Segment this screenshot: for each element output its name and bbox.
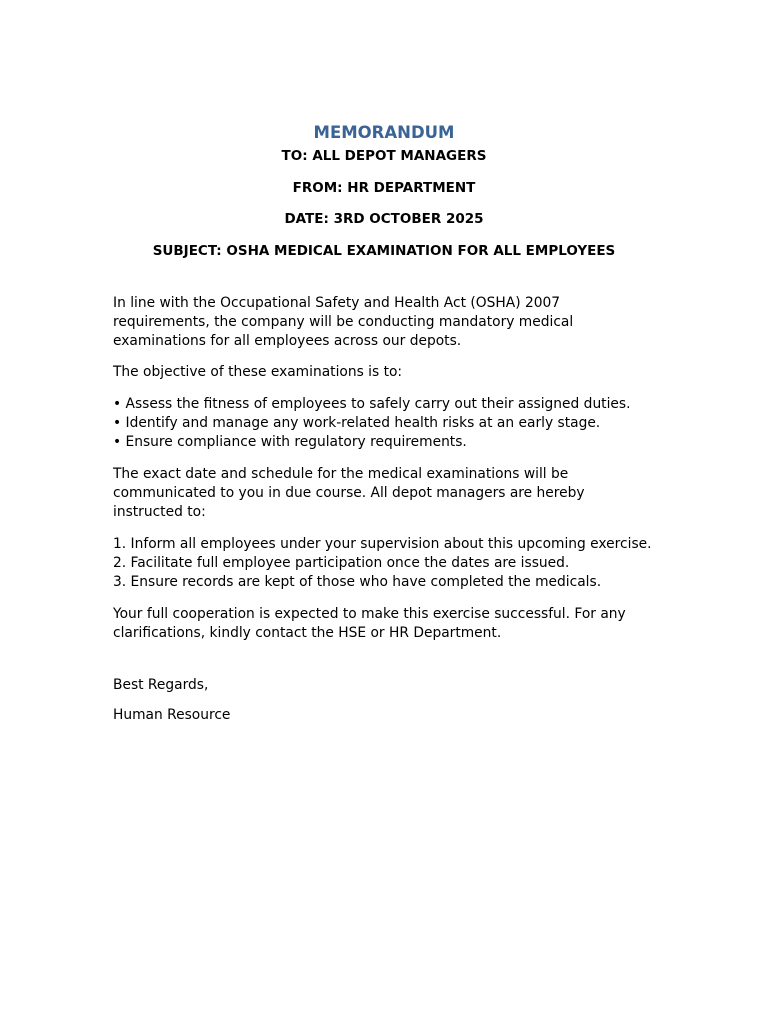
memo-date-line: DATE: 3RD OCTOBER 2025 xyxy=(284,211,484,227)
list-item: • Identify and manage any work-related health risks at an early stage. xyxy=(113,415,601,431)
list-item: 3. Ensure records are kept of those who have completed the medicals. xyxy=(113,574,602,590)
schedule-paragraph: The exact date and schedule for the medical examinations will be communicated to you in due course. All depot managers are hereby instructed to: xyxy=(113,466,585,520)
list-item: 1. Inform all employees under your supervision about this upcoming exercise. xyxy=(113,536,652,552)
closing-paragraph: Your full cooperation is expected to make this exercise successful. For any clarifications, kindly contact the HSE or HR Department. xyxy=(113,606,626,641)
objectives-list xyxy=(113,395,658,452)
signoff-line: Human Resource xyxy=(113,707,231,723)
memo-to-line: TO: ALL DEPOT MANAGERS xyxy=(281,148,487,164)
regards-line: Best Regards, xyxy=(113,677,209,693)
intro-paragraph: In line with the Occupational Safety and Health Act (OSHA) 2007 requirements, the company will be conducting mandatory medical examinations for all employees across our depots. xyxy=(113,295,574,349)
memo-title: MEMORANDUM xyxy=(313,123,455,142)
list-item: • Ensure compliance with regulatory requirements. xyxy=(113,434,467,450)
memo-subject-line: SUBJECT: OSHA MEDICAL EXAMINATION FOR ALL EMPLOYEES xyxy=(152,243,616,259)
objective-intro: The objective of these examinations is to: xyxy=(113,364,403,380)
memo-from-line: FROM: HR DEPARTMENT xyxy=(292,180,476,196)
instructions-list xyxy=(113,535,658,592)
list-item: • Assess the fitness of employees to safely carry out their assigned duties. xyxy=(113,396,631,412)
list-item: 2. Facilitate full employee participation once the dates are issued. xyxy=(113,555,570,571)
